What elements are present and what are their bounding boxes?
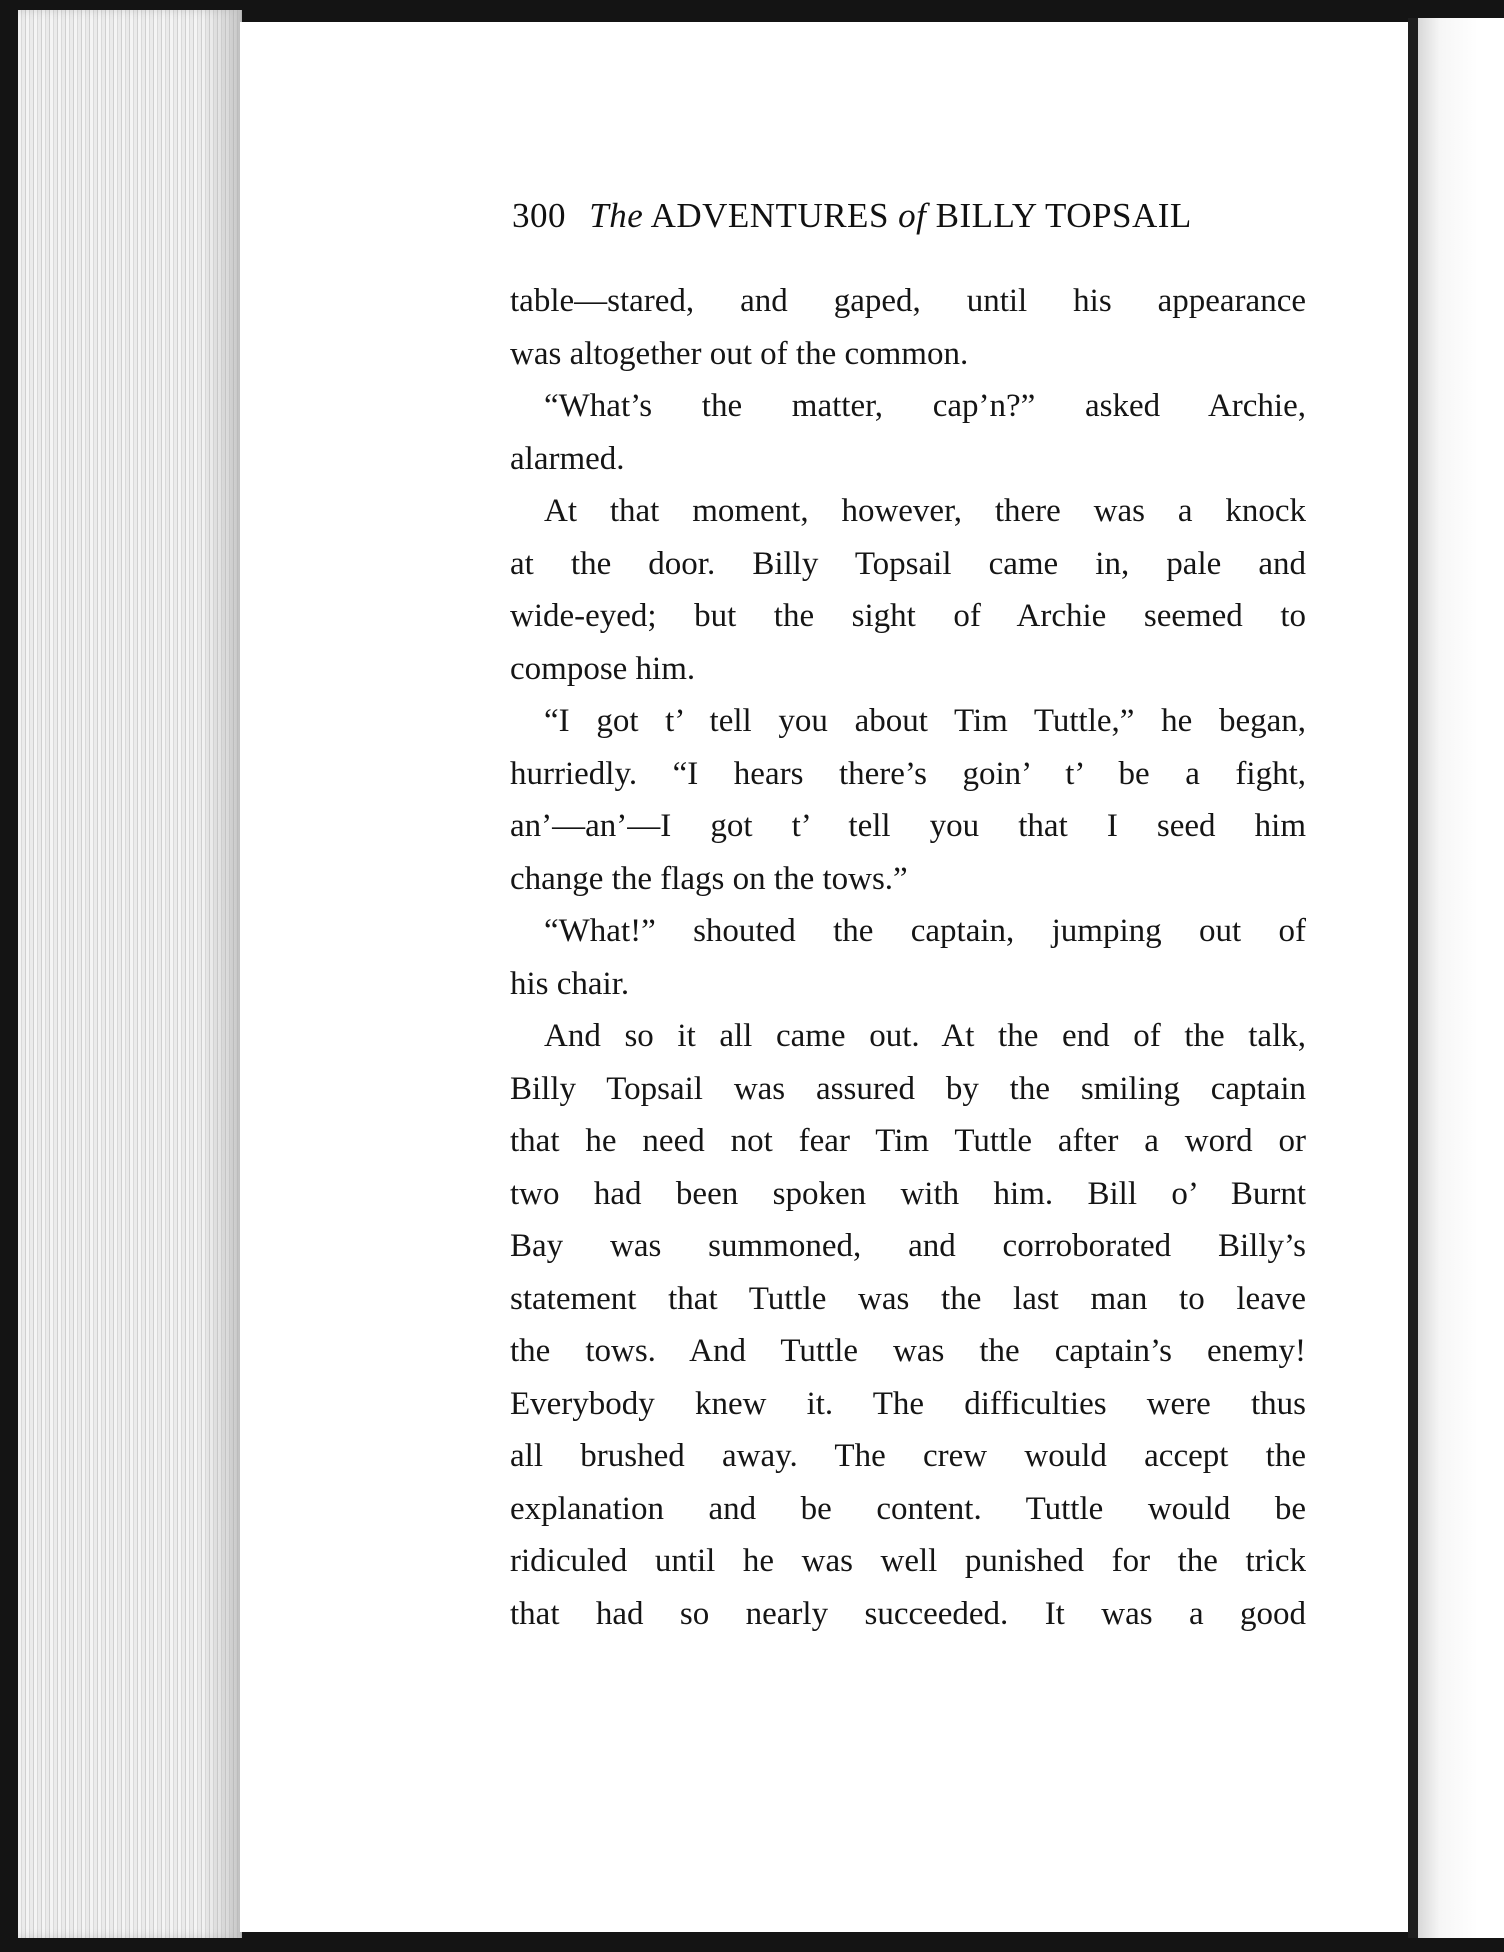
running-head-adventures: ADVENTURES (650, 196, 889, 235)
text-line: change the flags on the tows.” (510, 860, 908, 897)
text-line: hurriedly. “I hears there’s goin’ t’ be a fight, (510, 755, 1306, 792)
text-line: table—stared, and gaped, until his appearance (510, 283, 1306, 319)
text-line: Everybody knew it. The difficulties were thus (510, 1385, 1306, 1422)
facing-page-edge (1418, 18, 1504, 1938)
text-line: that had so nearly succeeded. It was a good (510, 1595, 1306, 1632)
text-line: all brushed away. The crew would accept the (510, 1438, 1306, 1474)
text-line: “What’s the matter, cap’n?” asked Archie, (544, 388, 1306, 424)
text-line: explanation and be content. Tuttle would be (510, 1490, 1306, 1527)
text-line: statement that Tuttle was the last man to leave (510, 1280, 1306, 1317)
running-head (512, 196, 1292, 236)
text-line: Billy Topsail was assured by the smiling captain (510, 1070, 1306, 1107)
text-line: At that moment, however, there was a knock (544, 493, 1306, 529)
text-line: was altogether out of the common. (510, 335, 969, 372)
text-line: wide-eyed; but the sight of Archie seemed to (510, 598, 1306, 634)
text-line: And so it all came out. At the end of the talk, (544, 1018, 1306, 1054)
text-line: “What!” shouted the captain, jumping out of (544, 913, 1306, 949)
text-line: the tows. And Tuttle was the captain’s enemy! (510, 1333, 1306, 1369)
page-edges-shadow (200, 10, 242, 1938)
text-line: an’—an’—I got t’ tell you that I seed him (510, 808, 1306, 844)
running-head-name: BILLY TOPSAIL (935, 196, 1192, 235)
text-line: alarmed. (510, 440, 625, 477)
running-head-of: of (898, 196, 927, 235)
running-head-the: The (589, 196, 644, 235)
text-line: two had been spoken with him. Bill o’ Burnt (510, 1175, 1306, 1212)
text-line: his chair. (510, 965, 630, 1002)
text-line: at the door. Billy Topsail came in, pale and (510, 545, 1306, 582)
text-line: Bay was summoned, and corroborated Billy’s (510, 1228, 1306, 1264)
text-line: compose him. (510, 650, 696, 687)
text-line: that he need not fear Tim Tuttle after a word or (510, 1123, 1306, 1159)
body-text (510, 275, 1306, 1640)
text-line: ridiculed until he was well punished for the trick (510, 1543, 1306, 1579)
text-line: “I got t’ tell you about Tim Tuttle,” he began, (544, 703, 1306, 739)
page-number: 300 (512, 196, 566, 235)
page-gutter (1408, 18, 1418, 1938)
